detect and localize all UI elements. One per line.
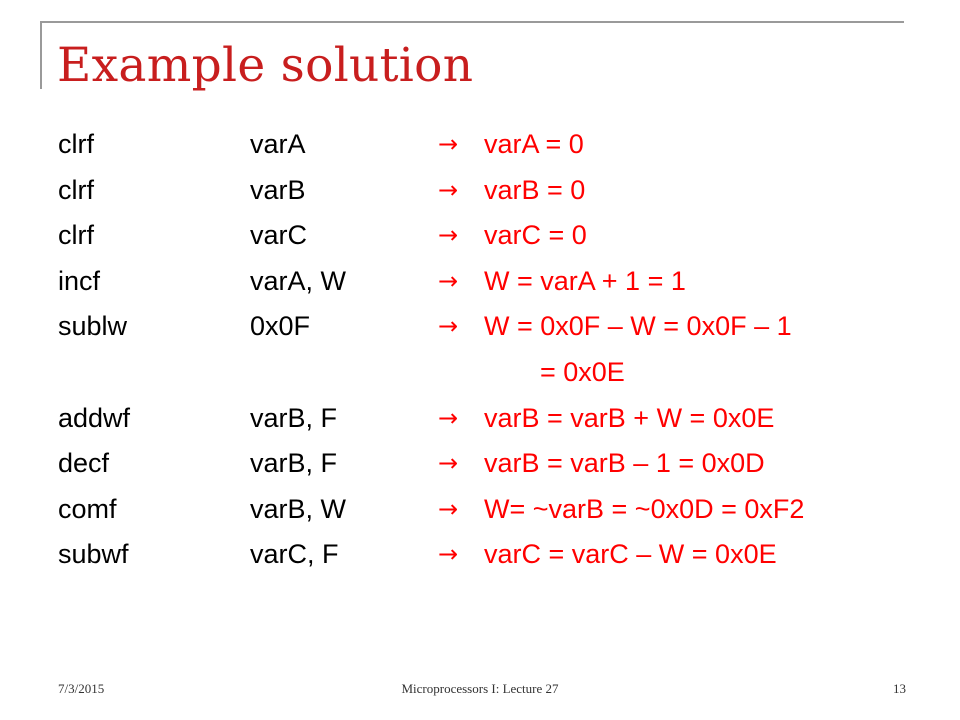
instruction-mnemonic: clrf — [58, 220, 94, 251]
instruction-mnemonic: decf — [58, 448, 110, 479]
code-row — [0, 213, 960, 259]
code-row — [0, 396, 960, 442]
code-row — [0, 122, 960, 168]
code-row — [0, 304, 960, 350]
arrow-icon: → — [438, 266, 459, 295]
frame-left-line — [40, 21, 42, 89]
arrow-icon: → — [438, 130, 459, 158]
code-row — [0, 441, 960, 487]
code-row — [0, 168, 960, 214]
instruction-operand: varA — [250, 129, 306, 159]
instruction-mnemonic: comf — [58, 493, 117, 524]
frame-top-line — [41, 21, 904, 23]
instruction-result: varB = varB – 1 = 0x0D — [484, 448, 765, 479]
instruction-operand: 0x0F — [250, 311, 311, 342]
instruction-result: varB = varB + W = 0x0E — [484, 402, 775, 433]
instruction-result: W= ~varB = ~0x0D = 0xF2 — [484, 493, 805, 524]
arrow-icon: → — [438, 175, 459, 204]
instruction-mnemonic: sublw — [58, 311, 128, 342]
arrow-icon: → — [438, 221, 459, 250]
instruction-operand: varB — [250, 174, 306, 205]
instruction-result: W = 0x0F – W = 0x0F – 1 — [484, 311, 792, 342]
instruction-result: varC = varC – W = 0x0E — [484, 539, 777, 570]
instruction-mnemonic: clrf — [58, 174, 94, 205]
code-row — [0, 259, 960, 305]
arrow-icon: → — [438, 312, 459, 341]
arrow-icon: → — [438, 494, 459, 523]
instruction-operand: varB, W — [250, 493, 347, 524]
code-listing — [0, 122, 960, 578]
instruction-mnemonic: subwf — [58, 539, 129, 570]
footer-course-title: Microprocessors I: Lecture 27 — [401, 681, 559, 696]
arrow-icon: → — [438, 403, 459, 432]
arrow-icon: → — [438, 540, 459, 569]
instruction-mnemonic: clrf — [58, 129, 94, 159]
instruction-operand: varC — [250, 220, 308, 251]
instruction-result: varC = 0 — [484, 220, 587, 251]
instruction-operand: varB, F — [250, 448, 338, 479]
instruction-mnemonic: addwf — [58, 402, 131, 433]
instruction-mnemonic: incf — [58, 265, 101, 296]
instruction-result-continuation: = 0x0E — [540, 356, 625, 387]
instruction-result: varA = 0 — [484, 129, 584, 159]
code-row — [0, 532, 960, 578]
footer-page-number: 13 — [893, 681, 906, 696]
slide-title: Example solution — [57, 38, 474, 93]
instruction-operand: varC, F — [250, 539, 339, 570]
footer-date: 7/3/2015 — [58, 681, 105, 696]
instruction-result: W = varA + 1 = 1 — [484, 265, 686, 296]
instruction-result: varB = 0 — [484, 174, 586, 205]
instruction-operand: varB, F — [250, 402, 338, 433]
code-row-continuation — [0, 350, 960, 396]
code-row — [0, 487, 960, 533]
instruction-operand: varA, W — [250, 265, 347, 296]
arrow-icon: → — [438, 449, 459, 478]
